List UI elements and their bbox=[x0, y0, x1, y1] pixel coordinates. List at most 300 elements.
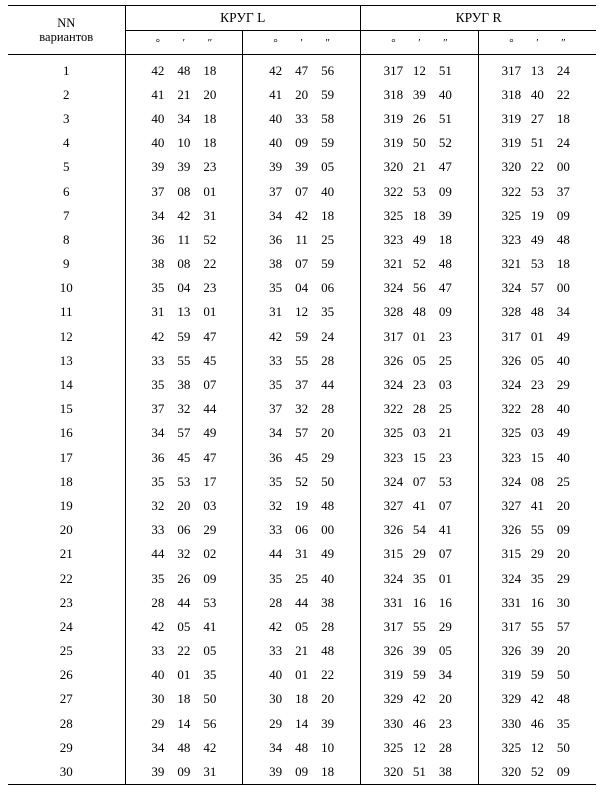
degrees-value: 31 bbox=[151, 304, 165, 320]
minutes-value: 54 bbox=[412, 522, 426, 538]
seconds-value: 09 bbox=[556, 763, 570, 779]
degrees-value: 31 bbox=[269, 304, 283, 320]
table-row bbox=[8, 252, 596, 276]
minutes-value: 48 bbox=[530, 304, 544, 320]
circle-l-reading-1 bbox=[125, 518, 243, 542]
degrees-value: 41 bbox=[269, 86, 283, 102]
seconds-value: 45 bbox=[203, 352, 217, 368]
variant-number: 13 bbox=[8, 349, 125, 373]
seconds-value: 47 bbox=[203, 328, 217, 344]
variant-number: 14 bbox=[8, 373, 125, 397]
circle-r-reading-1 bbox=[361, 300, 479, 324]
unit-degree: ° bbox=[509, 36, 514, 49]
minutes-value: 07 bbox=[295, 256, 309, 272]
circle-l-reading-2 bbox=[243, 663, 361, 687]
minutes-value: 51 bbox=[412, 763, 426, 779]
seconds-value: 10 bbox=[321, 739, 335, 755]
variant-number: 16 bbox=[8, 421, 125, 445]
minutes-value: 59 bbox=[412, 667, 426, 683]
seconds-value: 09 bbox=[438, 183, 452, 199]
seconds-value: 21 bbox=[438, 425, 452, 441]
variant-number: 20 bbox=[8, 518, 125, 542]
circle-l-reading-2 bbox=[243, 397, 361, 421]
seconds-value: 34 bbox=[438, 667, 452, 683]
table-row bbox=[8, 518, 596, 542]
degrees-value: 42 bbox=[151, 62, 165, 78]
seconds-value: 20 bbox=[438, 691, 452, 707]
seconds-value: 31 bbox=[203, 763, 217, 779]
circle-r-reading-1 bbox=[361, 252, 479, 276]
seconds-value: 20 bbox=[321, 425, 335, 441]
minutes-value: 46 bbox=[530, 715, 544, 731]
degrees-value: 35 bbox=[151, 377, 165, 393]
seconds-value: 29 bbox=[321, 449, 335, 465]
degrees-value: 327 bbox=[383, 497, 404, 513]
minutes-value: 23 bbox=[530, 377, 544, 393]
degrees-value: 318 bbox=[501, 86, 522, 102]
seconds-value: 48 bbox=[321, 497, 335, 513]
seconds-value: 52 bbox=[203, 231, 217, 247]
degrees-value: 317 bbox=[383, 618, 404, 634]
circle-l-reading-2 bbox=[243, 687, 361, 711]
circle-l-reading-1 bbox=[125, 59, 243, 83]
unit-second: ″ bbox=[325, 36, 330, 49]
minutes-value: 13 bbox=[177, 304, 191, 320]
degrees-value: 37 bbox=[269, 401, 283, 417]
seconds-value: 35 bbox=[556, 715, 570, 731]
table-row bbox=[8, 470, 596, 494]
minutes-value: 44 bbox=[177, 594, 191, 610]
seconds-value: 29 bbox=[556, 377, 570, 393]
seconds-value: 23 bbox=[203, 159, 217, 175]
seconds-value: 25 bbox=[556, 473, 570, 489]
minutes-value: 48 bbox=[177, 739, 191, 755]
variant-number: 26 bbox=[8, 663, 125, 687]
circle-l-reading-1 bbox=[125, 252, 243, 276]
seconds-value: 34 bbox=[556, 304, 570, 320]
table-row bbox=[8, 566, 596, 590]
seconds-value: 48 bbox=[438, 256, 452, 272]
circle-r-reading-2 bbox=[478, 591, 596, 615]
minutes-value: 46 bbox=[412, 715, 426, 731]
seconds-value: 01 bbox=[203, 183, 217, 199]
seconds-value: 22 bbox=[203, 256, 217, 272]
table-row bbox=[8, 349, 596, 373]
circle-l-reading-1 bbox=[125, 421, 243, 445]
circle-r-reading-2 bbox=[478, 446, 596, 470]
seconds-value: 41 bbox=[438, 522, 452, 538]
unit-minute: ′ bbox=[418, 36, 421, 49]
unit-degree: ° bbox=[273, 36, 278, 49]
seconds-value: 17 bbox=[203, 473, 217, 489]
circle-l-reading-1 bbox=[125, 494, 243, 518]
seconds-value: 23 bbox=[438, 328, 452, 344]
seconds-value: 47 bbox=[203, 449, 217, 465]
seconds-value: 38 bbox=[321, 594, 335, 610]
seconds-value: 05 bbox=[203, 643, 217, 659]
degrees-value: 315 bbox=[501, 546, 522, 562]
degrees-value: 35 bbox=[151, 280, 165, 296]
circle-l-reading-2 bbox=[243, 518, 361, 542]
degrees-value: 40 bbox=[151, 667, 165, 683]
degrees-value: 29 bbox=[269, 715, 283, 731]
circle-r-reading-2 bbox=[478, 131, 596, 155]
table-row bbox=[8, 663, 596, 687]
circle-r-header: КРУГ R bbox=[361, 6, 597, 31]
unit-minute: ′ bbox=[182, 36, 186, 49]
circle-l-reading-1 bbox=[125, 591, 243, 615]
degrees-value: 38 bbox=[269, 256, 283, 272]
circle-r-reading-2 bbox=[478, 760, 596, 784]
degrees-value: 324 bbox=[383, 473, 404, 489]
seconds-value: 29 bbox=[438, 618, 452, 634]
minutes-value: 55 bbox=[530, 522, 544, 538]
seconds-value: 48 bbox=[321, 643, 335, 659]
minutes-value: 21 bbox=[295, 643, 309, 659]
variant-number: 30 bbox=[8, 760, 125, 784]
minutes-value: 18 bbox=[177, 691, 191, 707]
degrees-value: 325 bbox=[501, 739, 522, 755]
degrees-value: 321 bbox=[383, 256, 404, 272]
degrees-value: 325 bbox=[383, 207, 404, 223]
degrees-value: 36 bbox=[269, 449, 283, 465]
variant-number: 23 bbox=[8, 591, 125, 615]
table-row bbox=[8, 446, 596, 470]
unit-minute: ′ bbox=[536, 36, 539, 49]
circle-l-reading-2 bbox=[243, 179, 361, 203]
variant-number: 3 bbox=[8, 107, 125, 131]
circle-l-reading-1 bbox=[125, 179, 243, 203]
seconds-value: 56 bbox=[203, 715, 217, 731]
degrees-value: 35 bbox=[151, 473, 165, 489]
degrees-value: 40 bbox=[151, 135, 165, 151]
degrees-value: 320 bbox=[501, 159, 522, 175]
seconds-value: 50 bbox=[556, 667, 570, 683]
unit-degree: ° bbox=[155, 36, 161, 49]
variant-number: 28 bbox=[8, 712, 125, 736]
degrees-value: 42 bbox=[269, 328, 283, 344]
minutes-value: 48 bbox=[412, 304, 426, 320]
circle-l-header: КРУГ L bbox=[125, 6, 361, 31]
table-row bbox=[8, 179, 596, 203]
variant-number: 12 bbox=[8, 325, 125, 349]
circle-r-reading-2 bbox=[478, 470, 596, 494]
seconds-value: 23 bbox=[438, 449, 452, 465]
circle-r-reading-1 bbox=[361, 276, 479, 300]
minutes-value: 08 bbox=[177, 183, 191, 199]
circle-l-reading-2 bbox=[243, 421, 361, 445]
minutes-value: 06 bbox=[177, 522, 191, 538]
units-l1 bbox=[125, 31, 243, 55]
degrees-value: 318 bbox=[383, 86, 404, 102]
unit-second: ″ bbox=[561, 36, 566, 49]
header-row-groups bbox=[8, 6, 596, 31]
circle-r-reading-1 bbox=[361, 373, 479, 397]
circle-l-reading-1 bbox=[125, 566, 243, 590]
table-row bbox=[8, 276, 596, 300]
seconds-value: 03 bbox=[203, 497, 217, 513]
circle-r-reading-1 bbox=[361, 736, 479, 760]
minutes-value: 50 bbox=[412, 135, 426, 151]
degrees-value: 319 bbox=[383, 667, 404, 683]
minutes-value: 52 bbox=[412, 256, 426, 272]
degrees-value: 327 bbox=[501, 497, 522, 513]
seconds-value: 05 bbox=[321, 159, 335, 175]
seconds-value: 18 bbox=[321, 207, 335, 223]
minutes-value: 33 bbox=[295, 110, 309, 126]
circle-r-reading-2 bbox=[478, 59, 596, 83]
circle-l-reading-2 bbox=[243, 760, 361, 784]
seconds-value: 35 bbox=[203, 667, 217, 683]
seconds-value: 24 bbox=[556, 135, 570, 151]
circle-l-reading-2 bbox=[243, 566, 361, 590]
minutes-value: 55 bbox=[412, 618, 426, 634]
degrees-value: 40 bbox=[269, 667, 283, 683]
variant-number: 8 bbox=[8, 228, 125, 252]
degrees-value: 317 bbox=[383, 328, 404, 344]
degrees-value: 324 bbox=[383, 377, 404, 393]
minutes-value: 37 bbox=[295, 377, 309, 393]
degrees-value: 322 bbox=[501, 401, 522, 417]
minutes-value: 28 bbox=[530, 401, 544, 417]
degrees-value: 35 bbox=[269, 280, 283, 296]
circle-r-reading-2 bbox=[478, 687, 596, 711]
minutes-value: 56 bbox=[412, 280, 426, 296]
seconds-value: 25 bbox=[438, 401, 452, 417]
degrees-value: 44 bbox=[151, 546, 165, 562]
circle-r-reading-1 bbox=[361, 470, 479, 494]
seconds-value: 44 bbox=[203, 401, 217, 417]
degrees-value: 322 bbox=[383, 401, 404, 417]
degrees-value: 319 bbox=[501, 135, 522, 151]
degrees-value: 40 bbox=[151, 110, 165, 126]
seconds-value: 40 bbox=[321, 183, 335, 199]
circle-r-reading-2 bbox=[478, 179, 596, 203]
degrees-value: 33 bbox=[151, 522, 165, 538]
minutes-value: 32 bbox=[177, 401, 191, 417]
circle-r-reading-2 bbox=[478, 155, 596, 179]
degrees-value: 42 bbox=[269, 618, 283, 634]
variants-header-line1: NN bbox=[57, 16, 76, 30]
circle-r-reading-2 bbox=[478, 639, 596, 663]
circle-r-reading-1 bbox=[361, 712, 479, 736]
seconds-value: 56 bbox=[321, 62, 335, 78]
degrees-value: 36 bbox=[151, 449, 165, 465]
degrees-value: 323 bbox=[501, 231, 522, 247]
seconds-value: 53 bbox=[203, 594, 217, 610]
variant-number: 24 bbox=[8, 615, 125, 639]
minutes-value: 01 bbox=[530, 328, 544, 344]
degrees-value: 317 bbox=[501, 328, 522, 344]
circle-r-reading-1 bbox=[361, 349, 479, 373]
minutes-value: 53 bbox=[530, 256, 544, 272]
degrees-value: 325 bbox=[383, 425, 404, 441]
minutes-value: 10 bbox=[177, 135, 191, 151]
degrees-value: 40 bbox=[269, 135, 283, 151]
minutes-value: 27 bbox=[530, 110, 544, 126]
circle-r-reading-1 bbox=[361, 446, 479, 470]
circle-r-reading-2 bbox=[478, 397, 596, 421]
seconds-value: 02 bbox=[203, 546, 217, 562]
minutes-value: 39 bbox=[412, 86, 426, 102]
minutes-value: 57 bbox=[177, 425, 191, 441]
minutes-value: 45 bbox=[177, 449, 191, 465]
degrees-value: 36 bbox=[269, 231, 283, 247]
minutes-value: 19 bbox=[530, 207, 544, 223]
table-row bbox=[8, 736, 596, 760]
seconds-value: 49 bbox=[556, 328, 570, 344]
minutes-value: 48 bbox=[295, 739, 309, 755]
variant-number: 27 bbox=[8, 687, 125, 711]
table-row bbox=[8, 325, 596, 349]
degrees-value: 319 bbox=[383, 135, 404, 151]
minutes-value: 59 bbox=[295, 328, 309, 344]
seconds-value: 49 bbox=[203, 425, 217, 441]
degrees-value: 331 bbox=[501, 594, 522, 610]
minutes-value: 31 bbox=[295, 546, 309, 562]
minutes-value: 15 bbox=[530, 449, 544, 465]
minutes-value: 35 bbox=[412, 570, 426, 586]
table-row bbox=[8, 760, 596, 784]
minutes-value: 13 bbox=[530, 62, 544, 78]
seconds-value: 01 bbox=[438, 570, 452, 586]
degrees-value: 326 bbox=[501, 352, 522, 368]
unit-second: ″ bbox=[443, 36, 448, 49]
circle-r-reading-1 bbox=[361, 615, 479, 639]
circle-r-reading-2 bbox=[478, 373, 596, 397]
minutes-value: 07 bbox=[412, 473, 426, 489]
circle-r-reading-2 bbox=[478, 542, 596, 566]
circle-r-reading-1 bbox=[361, 421, 479, 445]
degrees-value: 42 bbox=[269, 62, 283, 78]
seconds-value: 35 bbox=[321, 304, 335, 320]
seconds-value: 05 bbox=[438, 643, 452, 659]
circle-r-reading-1 bbox=[361, 518, 479, 542]
table-row bbox=[8, 155, 596, 179]
minutes-value: 29 bbox=[530, 546, 544, 562]
degrees-value: 317 bbox=[501, 618, 522, 634]
seconds-value: 59 bbox=[321, 135, 335, 151]
degrees-value: 38 bbox=[151, 256, 165, 272]
minutes-value: 42 bbox=[412, 691, 426, 707]
minutes-value: 57 bbox=[295, 425, 309, 441]
minutes-value: 23 bbox=[412, 377, 426, 393]
minutes-value: 03 bbox=[412, 425, 426, 441]
table-row bbox=[8, 83, 596, 107]
unit-minute: ′ bbox=[300, 36, 303, 49]
degrees-value: 328 bbox=[383, 304, 404, 320]
circle-l-reading-2 bbox=[243, 131, 361, 155]
seconds-value: 18 bbox=[556, 256, 570, 272]
degrees-value: 33 bbox=[269, 643, 283, 659]
circle-l-reading-1 bbox=[125, 663, 243, 687]
minutes-value: 01 bbox=[177, 667, 191, 683]
variant-number: 10 bbox=[8, 276, 125, 300]
minutes-value: 55 bbox=[177, 352, 191, 368]
circle-l-reading-1 bbox=[125, 760, 243, 784]
minutes-value: 12 bbox=[295, 304, 309, 320]
variant-number: 2 bbox=[8, 83, 125, 107]
seconds-value: 00 bbox=[556, 280, 570, 296]
minutes-value: 49 bbox=[412, 231, 426, 247]
minutes-value: 45 bbox=[295, 449, 309, 465]
variant-number: 9 bbox=[8, 252, 125, 276]
circle-l-reading-2 bbox=[243, 252, 361, 276]
units-r2 bbox=[478, 31, 596, 55]
degrees-value: 317 bbox=[383, 62, 404, 78]
minutes-value: 12 bbox=[412, 62, 426, 78]
seconds-value: 49 bbox=[556, 425, 570, 441]
seconds-value: 39 bbox=[438, 207, 452, 223]
degrees-value: 326 bbox=[383, 522, 404, 538]
seconds-value: 44 bbox=[321, 377, 335, 393]
degrees-value: 32 bbox=[151, 497, 165, 513]
minutes-value: 48 bbox=[177, 62, 191, 78]
degrees-value: 325 bbox=[501, 425, 522, 441]
minutes-value: 41 bbox=[530, 497, 544, 513]
table-row bbox=[8, 228, 596, 252]
degrees-value: 329 bbox=[501, 691, 522, 707]
seconds-value: 25 bbox=[321, 231, 335, 247]
circle-r-reading-2 bbox=[478, 421, 596, 445]
circle-r-reading-1 bbox=[361, 325, 479, 349]
minutes-value: 59 bbox=[530, 667, 544, 683]
circle-r-reading-2 bbox=[478, 566, 596, 590]
minutes-value: 51 bbox=[530, 135, 544, 151]
unit-degree: ° bbox=[391, 36, 396, 49]
degrees-value: 34 bbox=[151, 425, 165, 441]
degrees-value: 44 bbox=[269, 546, 283, 562]
circle-l-reading-1 bbox=[125, 325, 243, 349]
variant-number: 19 bbox=[8, 494, 125, 518]
minutes-value: 12 bbox=[530, 739, 544, 755]
minutes-value: 06 bbox=[295, 522, 309, 538]
circle-r-reading-1 bbox=[361, 204, 479, 228]
variant-number: 6 bbox=[8, 179, 125, 203]
circle-l-reading-2 bbox=[243, 300, 361, 324]
degrees-value: 326 bbox=[383, 352, 404, 368]
seconds-value: 07 bbox=[438, 497, 452, 513]
minutes-value: 28 bbox=[412, 401, 426, 417]
minutes-value: 42 bbox=[295, 207, 309, 223]
circle-l-reading-2 bbox=[243, 155, 361, 179]
degrees-value: 320 bbox=[501, 763, 522, 779]
seconds-value: 29 bbox=[203, 522, 217, 538]
circle-r-reading-2 bbox=[478, 204, 596, 228]
degrees-value: 319 bbox=[501, 110, 522, 126]
seconds-value: 38 bbox=[438, 763, 452, 779]
minutes-value: 05 bbox=[177, 618, 191, 634]
minutes-value: 21 bbox=[177, 86, 191, 102]
degrees-value: 39 bbox=[269, 159, 283, 175]
circle-l-reading-2 bbox=[243, 736, 361, 760]
degrees-value: 329 bbox=[383, 691, 404, 707]
seconds-value: 51 bbox=[438, 62, 452, 78]
seconds-value: 24 bbox=[556, 62, 570, 78]
circle-r-reading-1 bbox=[361, 639, 479, 663]
variant-number: 29 bbox=[8, 736, 125, 760]
table-row bbox=[8, 687, 596, 711]
minutes-value: 19 bbox=[295, 497, 309, 513]
circle-r-reading-1 bbox=[361, 131, 479, 155]
minutes-value: 22 bbox=[177, 643, 191, 659]
degrees-value: 330 bbox=[383, 715, 404, 731]
degrees-value: 323 bbox=[383, 231, 404, 247]
degrees-value: 37 bbox=[151, 183, 165, 199]
minutes-value: 35 bbox=[530, 570, 544, 586]
degrees-value: 325 bbox=[383, 739, 404, 755]
variant-number: 1 bbox=[8, 59, 125, 83]
